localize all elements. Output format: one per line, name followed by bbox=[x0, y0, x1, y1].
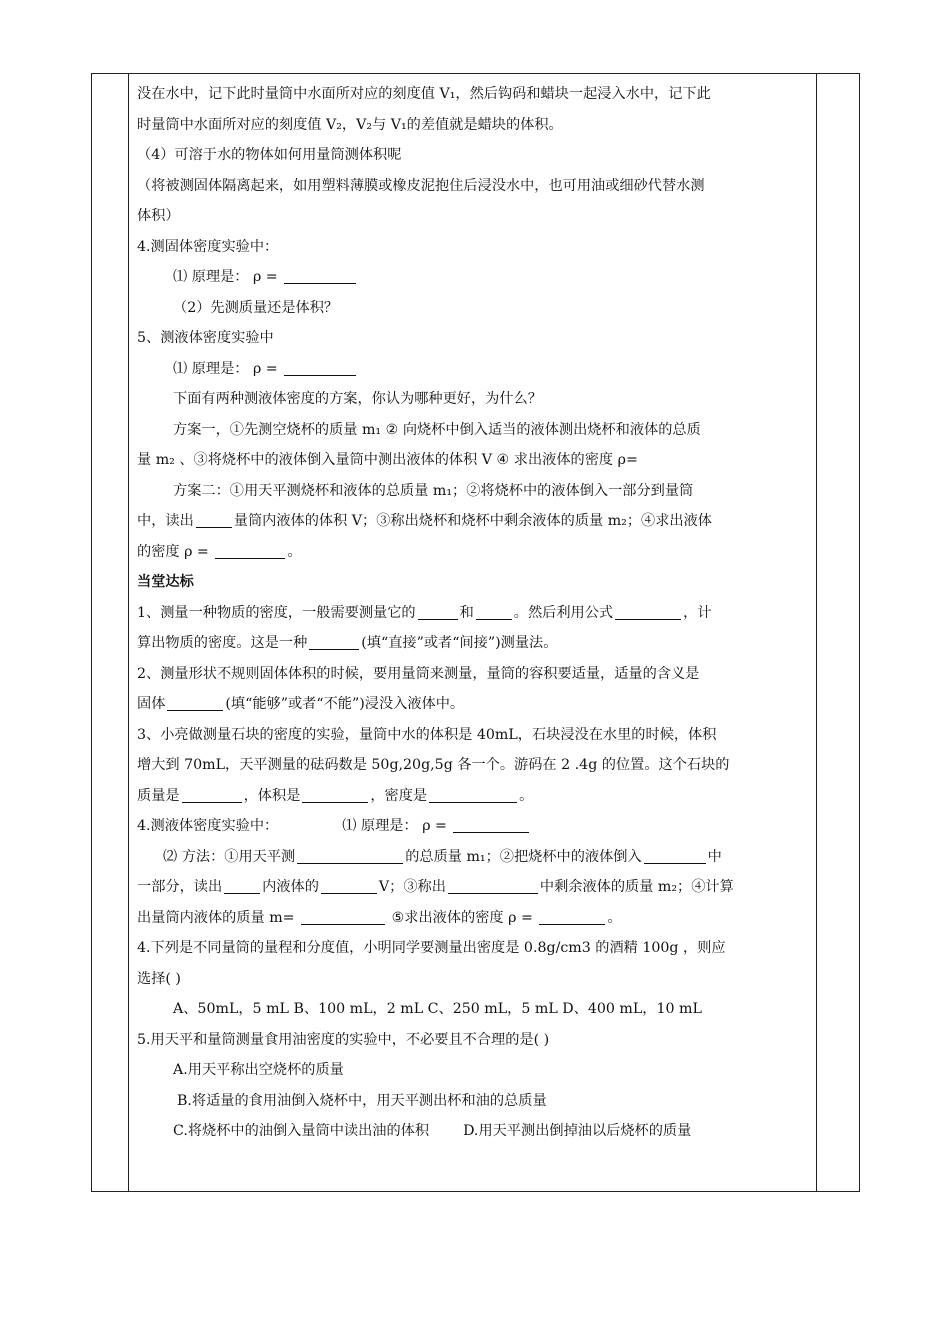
text-segment: (填“直接”或者“间接”)测量法。 bbox=[361, 635, 558, 651]
text-line: 3、小亮做测量石块的密度的实验，量筒中水的体积是 40mL，石块浸没在水里的时候，体积 bbox=[137, 726, 717, 743]
answer-option: A.用天平称出空烧杯的质量 bbox=[173, 1062, 344, 1078]
text-segment: 中，读出 bbox=[137, 513, 194, 529]
text-line bbox=[137, 781, 813, 812]
text-line bbox=[137, 354, 813, 385]
answer-blank bbox=[224, 878, 260, 894]
text-line: 2、测量形状不规则固体体积的时候，要用量筒来测量，量筒的容积要适量，适量的含义是 bbox=[137, 665, 700, 682]
text-line bbox=[137, 537, 813, 568]
principle-label: ⑴ 原理是： ρ = bbox=[173, 360, 283, 377]
answer-blank bbox=[309, 634, 359, 650]
text-segment: 中剩余液体的质量 m₂；④计算 bbox=[539, 879, 734, 895]
text-segment: ⑵ 方法：①用天平测 bbox=[163, 848, 296, 865]
column-divider-right bbox=[816, 74, 817, 1191]
text-line: 选择( ) bbox=[137, 970, 181, 987]
text-segment: ⑴ 原理是： ρ = bbox=[342, 818, 452, 834]
text-segment: 1、测量一种物质的密度，一般需要测量它的 bbox=[137, 604, 416, 621]
text-segment: 量筒内液体的体积 V；③称出烧杯和烧杯中剩余液体的质量 m₂；④求出液体 bbox=[233, 513, 712, 529]
text-segment: (填“能够”或者“不能”)浸没入液体中。 bbox=[225, 696, 465, 712]
answer-blank bbox=[215, 543, 285, 559]
answer-option: C.将烧杯中的油倒入量筒中读出油的体积 bbox=[173, 1123, 430, 1139]
text-segment: 。然后利用公式 bbox=[513, 604, 614, 621]
text-line: 没在水中，记下此时量筒中水面所对应的刻度值 V₁，然后钩码和蜡块一起浸入水中，记下此 bbox=[137, 86, 711, 102]
answer-option: B.将适量的食用油倒入烧杯中，用天平测出杯和油的总质量 bbox=[177, 1092, 547, 1109]
text-line: 4.测固体密度实验中： bbox=[137, 238, 279, 255]
text-segment: ，计 bbox=[683, 604, 712, 621]
text-segment: V；③称出 bbox=[378, 879, 446, 895]
answer-options: A、50mL，5 mL B、100 mL，2 mL C、250 mL，5 mL D、400 mL，10 mL bbox=[173, 1001, 702, 1017]
text-line bbox=[137, 689, 813, 720]
answer-blank bbox=[284, 360, 356, 376]
text-line: （将被测固体隔离起来，如用塑料薄膜或橡皮泥抱住后浸没水中，也可用油或细砂代替水测 bbox=[137, 177, 705, 194]
answer-blank bbox=[644, 848, 706, 864]
text-line bbox=[137, 842, 813, 873]
text-line: 4.下列是不同量筒的量程和分度值，小明同学要测量出密度是 0.8g/cm3 的酒精 100g ，则应 bbox=[137, 940, 726, 956]
text-segment: 内液体的 bbox=[262, 879, 319, 895]
answer-blank bbox=[476, 604, 512, 620]
text-line: 5、测液体密度实验中 bbox=[137, 330, 274, 346]
text-line bbox=[137, 262, 813, 293]
column-divider-left bbox=[128, 74, 129, 1191]
text-segment: 中 bbox=[707, 848, 722, 865]
answer-option: D.用天平测出倒掉油以后烧杯的质量 bbox=[463, 1123, 692, 1139]
text-segment: 4.测液体密度实验中： bbox=[137, 818, 279, 834]
text-line: 增大到 70mL，天平测量的砝码数是 50g,20g,5g 各一个。游码在 2 .4g 的位置。这个石块的 bbox=[137, 757, 730, 773]
answer-blank bbox=[539, 909, 605, 925]
text-line bbox=[137, 903, 813, 934]
answer-blank bbox=[297, 848, 403, 864]
text-line bbox=[137, 1116, 813, 1147]
text-segment: 。 bbox=[519, 787, 534, 804]
answer-blank bbox=[284, 268, 356, 284]
text-line: （4）可溶于水的物体如何用量筒测体积呢 bbox=[137, 147, 402, 163]
answer-blank bbox=[196, 512, 232, 528]
text-line bbox=[137, 628, 813, 659]
section-heading: 当堂达标 bbox=[137, 574, 194, 590]
answer-blank bbox=[448, 878, 538, 894]
text-line: 下面有两种测液体密度的方案，你认为哪种更好，为什么？ bbox=[173, 391, 542, 407]
text-line: 量 m₂ 、③将烧杯中的液体倒入量筒中测出液体的体积 V ④ 求出液体的密度 ρ= bbox=[137, 452, 638, 468]
text-segment: 算出物质的密度。这是一种 bbox=[137, 635, 308, 651]
text-line: 5.用天平和量筒测量食用油密度的实验中，不必要且不合理的是( ) bbox=[137, 1031, 550, 1048]
text-segment: ，体积是 bbox=[243, 787, 301, 804]
text-segment: 和 bbox=[459, 604, 474, 621]
answer-blank bbox=[301, 909, 385, 925]
text-line bbox=[137, 872, 813, 903]
text-segment: 的总质量 m₁；②把烧杯中的液体倒入 bbox=[405, 848, 642, 865]
text-line: 方案一，①先测空烧杯的质量 m₁ ② 向烧杯中倒入适当的液体测出烧杯和液体的总质 bbox=[173, 421, 701, 438]
text-segment: 质量是 bbox=[137, 787, 180, 804]
text-segment: 出量筒内液体的质量 m= bbox=[137, 909, 300, 926]
text-line: 体积） bbox=[137, 208, 180, 224]
answer-blank bbox=[321, 878, 377, 894]
answer-blank bbox=[302, 787, 368, 803]
worksheet-content bbox=[137, 79, 813, 1147]
text-line bbox=[137, 506, 813, 537]
text-segment: 固体 bbox=[137, 696, 166, 712]
answer-blank bbox=[182, 787, 242, 803]
text-line: 方案二：①用天平测烧杯和液体的总质量 m₁；②将烧杯中的液体倒入一部分到量筒 bbox=[173, 482, 694, 499]
text-segment: 的密度 ρ = bbox=[137, 543, 214, 560]
answer-blank bbox=[453, 817, 529, 833]
text-line bbox=[137, 598, 813, 629]
text-line: 时量筒中水面所对应的刻度值 V₂，V₂与 V₁的差值就是蜡块的体积。 bbox=[137, 116, 563, 133]
answer-blank bbox=[615, 604, 681, 620]
answer-blank bbox=[429, 787, 517, 803]
text-segment: 。 bbox=[287, 543, 302, 560]
text-segment: ，密度是 bbox=[370, 787, 428, 804]
text-segment: 。 bbox=[607, 909, 622, 926]
text-segment: ⑤求出液体的密度 ρ = bbox=[387, 909, 538, 926]
principle-label: ⑴ 原理是： ρ = bbox=[173, 269, 283, 285]
text-line: （2）先测质量还是体积？ bbox=[173, 299, 339, 316]
answer-blank bbox=[167, 695, 223, 711]
text-line bbox=[137, 811, 813, 842]
answer-blank bbox=[418, 604, 458, 620]
text-segment: 一部分，读出 bbox=[137, 879, 223, 895]
